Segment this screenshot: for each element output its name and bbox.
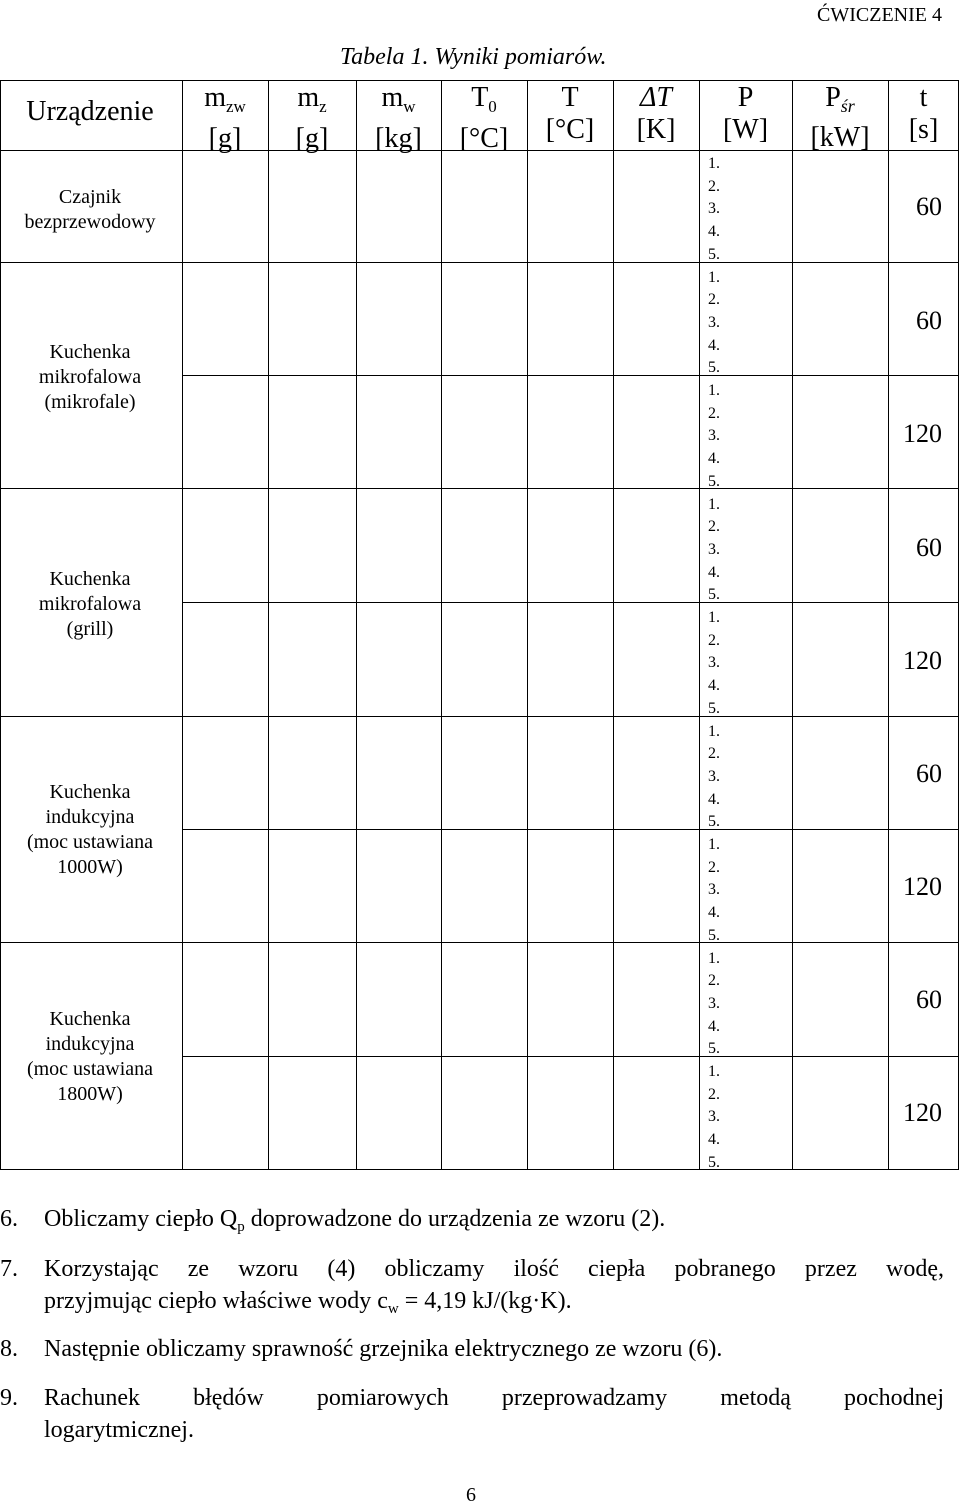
measurement-number: 3. bbox=[708, 200, 720, 218]
table-caption: Tabela 1. Wyniki pomiarów. bbox=[340, 44, 607, 70]
measurement-number: 3. bbox=[708, 767, 720, 785]
measurement-number: 5. bbox=[708, 1153, 720, 1171]
measurement-number: 3. bbox=[708, 881, 720, 899]
measurement-number: 4. bbox=[708, 563, 720, 581]
header-psr: $P_{śr}$ [kW] bbox=[810, 82, 870, 153]
measurement-number: 2. bbox=[708, 972, 720, 990]
grid-hline-device bbox=[0, 716, 959, 717]
measurement-number: 4. bbox=[708, 223, 720, 241]
header-t0: $T_0$ [°C] bbox=[459, 82, 509, 154]
measurement-number: 2. bbox=[708, 291, 720, 309]
measurement-number: 1. bbox=[708, 268, 720, 286]
measurement-number: 5. bbox=[708, 1040, 720, 1058]
time-value: 120 bbox=[903, 646, 942, 675]
header-mz: $m_z$ [g] bbox=[295, 82, 329, 154]
measurement-number: 1. bbox=[708, 495, 720, 513]
grid-vline bbox=[268, 80, 269, 1170]
measurement-number: 4. bbox=[708, 904, 720, 922]
grid-vline bbox=[699, 80, 700, 1170]
time-value: 120 bbox=[903, 872, 942, 901]
grid-vline bbox=[958, 80, 959, 1170]
measurement-number: 5. bbox=[708, 813, 720, 831]
grid-hline-subrow bbox=[182, 829, 959, 830]
grid-hline-subrow bbox=[182, 602, 959, 603]
measurement-number: 2. bbox=[708, 1085, 720, 1103]
paragraph-7: 7. Korzystając ze wzoru (4) obliczamy ilość ciepła pobranego przez wodę, przyjmując ciepło właściwe wody $c_w = 4,19$ kJ/(kg·K). bbox=[0, 1256, 944, 1317]
grid-hline-device bbox=[0, 488, 959, 489]
measurement-number: 2. bbox=[708, 518, 720, 536]
measurement-number: 3. bbox=[708, 1108, 720, 1126]
measurement-number: 1. bbox=[708, 155, 720, 172]
time-value: 60 bbox=[916, 192, 942, 221]
grid-hline-subrow bbox=[182, 375, 959, 376]
measurement-number: 1. bbox=[708, 722, 720, 740]
measurement-number: 3. bbox=[708, 654, 720, 672]
measurement-number: 1. bbox=[708, 1063, 720, 1080]
measurement-number: 2. bbox=[708, 177, 720, 195]
device-induction-1800: Kuchenka indukcyjna (moc ustawiana 1800W) bbox=[26, 1008, 154, 1105]
measurement-number: 5. bbox=[708, 586, 720, 604]
grid-hline-subrow bbox=[182, 1056, 959, 1057]
page-number: 6 bbox=[466, 1484, 476, 1506]
header-p: P [W] bbox=[722, 82, 769, 145]
measurement-number: 5. bbox=[708, 472, 720, 490]
measurement-number: 1. bbox=[708, 836, 720, 853]
header-t: T [°C] bbox=[545, 82, 595, 145]
measurement-number: 1. bbox=[708, 949, 720, 967]
device-microwave-grill: Kuchenka mikrofalowa (grill) bbox=[38, 568, 142, 640]
grid-vline bbox=[182, 80, 183, 1170]
time-value: 60 bbox=[916, 533, 942, 562]
measurement-number: 4. bbox=[708, 1131, 720, 1149]
measurement-number: 2. bbox=[708, 404, 720, 422]
measurement-number: 4. bbox=[708, 677, 720, 695]
grid-vline bbox=[441, 80, 442, 1170]
paragraph-9: 9. Rachunek błędów pomiarowych przeprowadzamy metodą pochodnej logarytmicznej. bbox=[0, 1385, 944, 1443]
device-microwave: Kuchenka mikrofalowa (mikrofale) bbox=[38, 341, 142, 413]
measurement-number: 4. bbox=[708, 450, 720, 468]
measurement-number: 1. bbox=[708, 382, 720, 399]
time-value: 120 bbox=[903, 1098, 942, 1127]
measurement-number: 4. bbox=[708, 790, 720, 808]
measurement-number: 5. bbox=[708, 926, 720, 944]
header-mw: $m_w$ [kg] bbox=[375, 82, 422, 154]
header-delta-t: ΔT [K] bbox=[636, 82, 676, 145]
measurement-number: 4. bbox=[708, 336, 720, 354]
header-time: t [s] bbox=[908, 82, 939, 145]
measurement-number: 1. bbox=[708, 609, 720, 626]
header-device: Urządzenie bbox=[26, 96, 154, 127]
measurement-number: 3. bbox=[708, 313, 720, 331]
section-label: ĆWICZENIE 4 bbox=[817, 4, 942, 26]
measurement-number: 2. bbox=[708, 858, 720, 876]
grid-vline bbox=[356, 80, 357, 1170]
measurement-number: 5. bbox=[708, 359, 720, 377]
device-kettle: Czajnik bezprzewodowy bbox=[24, 186, 156, 233]
measurement-number: 3. bbox=[708, 540, 720, 558]
grid-hline bbox=[0, 80, 959, 81]
measurement-number: 2. bbox=[708, 745, 720, 763]
time-value: 60 bbox=[916, 985, 942, 1014]
grid-vline bbox=[613, 80, 614, 1170]
measurement-number: 4. bbox=[708, 1017, 720, 1035]
grid-vline bbox=[888, 80, 889, 1170]
time-value: 60 bbox=[916, 759, 942, 788]
measurement-number: 2. bbox=[708, 631, 720, 649]
measurement-number: 3. bbox=[708, 994, 720, 1012]
time-value: 60 bbox=[916, 306, 942, 335]
time-value: 120 bbox=[903, 419, 942, 448]
measurement-number: 5. bbox=[708, 245, 720, 263]
device-induction-1000: Kuchenka indukcyjna (moc ustawiana 1000W) bbox=[26, 781, 154, 878]
grid-hline-device bbox=[0, 942, 959, 943]
grid-hline-device bbox=[0, 262, 959, 263]
grid-vline bbox=[527, 80, 528, 1170]
grid-vline bbox=[792, 80, 793, 1170]
measurement-number: 5. bbox=[708, 699, 720, 717]
grid-hline bbox=[0, 1169, 959, 1170]
measurement-number: 3. bbox=[708, 427, 720, 445]
header-mzw: $m_{zw}$ [g] bbox=[204, 82, 246, 154]
